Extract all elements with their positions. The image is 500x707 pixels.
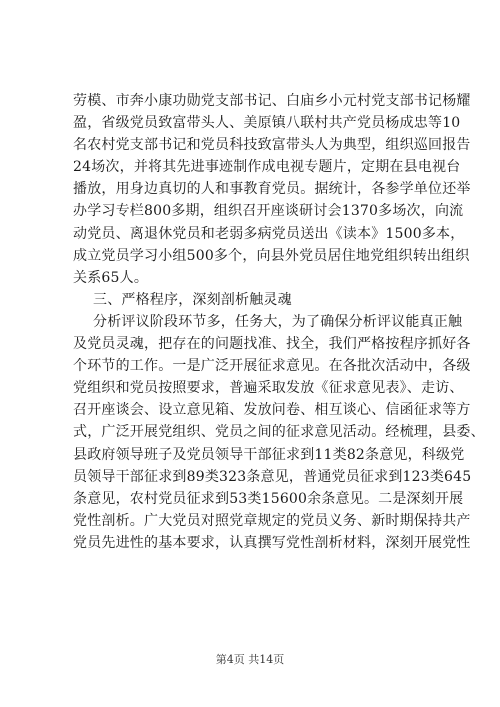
body-line: 召开座谈会、设立意见箱、发放问卷、相互谈心、信函征求等方: [73, 402, 471, 419]
body-line: 党组织和党员按照要求，普遍采取发放《征求意见表》、走访、: [73, 380, 464, 397]
body-line: 党性剖析。广大党员对照党章规定的党员义务、新时期保持共产: [73, 512, 471, 529]
body-line: 关系65人。: [73, 269, 149, 286]
body-line: 条意见，农村党员征求到53类15600余条意见。二是深刻开展: [73, 490, 464, 507]
body-line: 24场次，并将其先进事迹制作成电视专题片，定期在县电视台: [73, 159, 461, 176]
body-line: 动党员、离退休党员和老弱多病党员送出《读本》1500多本，: [73, 225, 465, 242]
body-line: 及党员灵魂，把存在的问题找准、找全，我们严格按程序抓好各: [73, 336, 471, 353]
document-body: [73, 90, 485, 554]
body-line: 个环节的工作。一是广泛开展征求意见。在各批次活动中，各级: [73, 358, 471, 375]
body-line: 播放，用身边真切的人和事教育党员。据统计，各参学单位还举: [73, 181, 471, 198]
body-line: 名农村党支部书记和党员科技致富带头人为典型，组织巡回报告: [73, 137, 471, 154]
section-heading: 三、严格程序，深刻剖析触灵魂: [93, 291, 292, 308]
body-line: 盈，省级党员致富带头人、美原镇八联村共产党员杨成忠等10: [73, 115, 461, 132]
page-footer: 第4页 共14页: [215, 653, 285, 666]
body-line: 成立党员学习小组500多个，向县外党员居住地党组织转出组织: [73, 247, 470, 264]
body-line: 党员先进性的基本要求，认真撰写党性剖析材料，深刻开展党性: [73, 534, 471, 551]
body-line: 员领导干部征求到89类323条意见，普通党员征求到123类645: [73, 468, 472, 485]
body-line: 办学习专栏800多期，组织召开座谈研讨会1370多场次，向流: [73, 203, 464, 220]
body-line: 劳模、市奔小康功勋党支部书记、白庙乡小元村党支部书记杨耀: [73, 93, 471, 109]
body-line: 式，广泛开展党组织、党员之间的征求意见活动。经梳理，县委、: [73, 424, 485, 441]
body-line: 县政府领导班子及党员领导干部征求到11类82条意见，科级党: [73, 446, 465, 463]
body-line: 分析评议阶段环节多，任务大，为了确保分析评议能真正触: [93, 313, 463, 330]
